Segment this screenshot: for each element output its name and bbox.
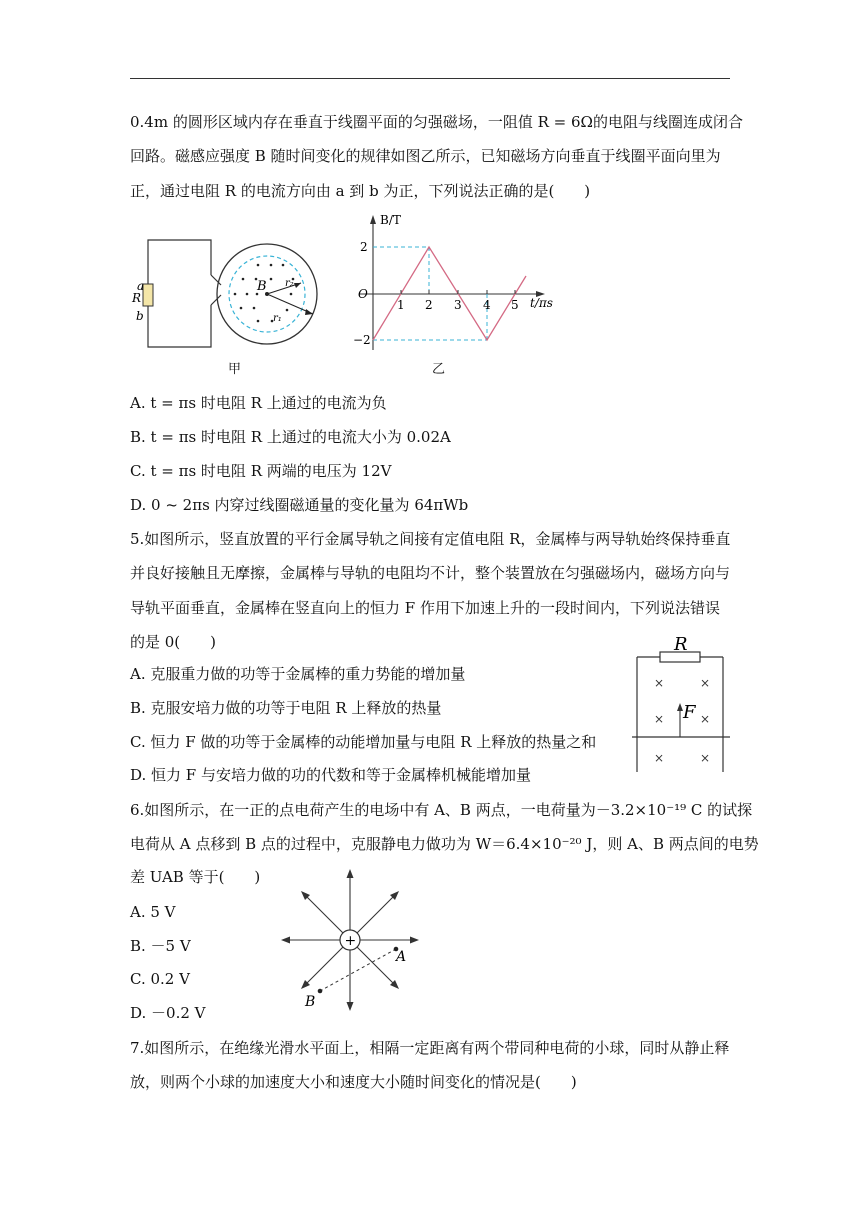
figure-yi-B-t-graph	[350, 210, 590, 355]
y-tick-2: 2	[360, 240, 368, 254]
x-tick-2: 2	[425, 298, 433, 312]
q4-option-c: C. t = πs 时电阻 R 两端的电压为 12V	[130, 462, 392, 480]
q6-option-d: D. －0.2 V	[130, 1004, 206, 1022]
y-tick-neg-2: −2	[353, 333, 371, 347]
q6-line-1: 6.如图所示，在一正的点电荷产生的电场中有 A、B 两点，一电荷量为－3.2×10⁻¹⁹ C 的试探	[130, 801, 753, 819]
label-a: a	[137, 279, 145, 293]
label-r1: r₁	[273, 313, 282, 324]
q5-option-d: D. 恒力 F 与安培力做的功的代数和等于金属棒机械能增加量	[130, 766, 531, 784]
figure-jia-coil-circuit	[125, 228, 340, 353]
q5-line-3: 导轨平面垂直，金属棒在竖直向上的恒力 F 作用下加速上升的一段时间内，下列说法错误	[130, 599, 720, 617]
q5-option-a: A. 克服重力做的功等于金属棒的重力势能的增加量	[130, 665, 466, 683]
field-cross: ×	[654, 676, 665, 690]
header-rule	[130, 78, 730, 79]
q5-line-2: 并良好接触且无摩擦，金属棒与导轨的电阻均不计，整个装置放在匀强磁场内，磁场方向与	[130, 564, 731, 582]
q6-option-c: C. 0.2 V	[130, 970, 190, 988]
label-R: R	[132, 291, 142, 305]
q7-line-2: 放，则两个小球的加速度大小和速度大小随时间变化的情况是( )	[130, 1073, 577, 1091]
positive-charge-sign: +	[344, 933, 357, 949]
label-r2: r₂	[285, 278, 294, 289]
field-cross: ×	[654, 751, 665, 765]
q4-option-b: B. t = πs 时电阻 R 上通过的电流大小为 0.02A	[130, 428, 451, 446]
caption-jia: 甲	[228, 362, 242, 377]
field-cross: ×	[700, 751, 711, 765]
x-tick-4: 4	[483, 298, 491, 312]
q5-line-1: 5.如图所示，竖直放置的平行金属导轨之间接有定值电阻 R，金属棒与两导轨始终保持垂直	[130, 530, 731, 548]
q6-option-b: B. －5 V	[130, 937, 191, 955]
q4-option-a: A. t = πs 时电阻 R 上通过的电流为负	[130, 394, 387, 412]
x-axis-label: t/πs	[530, 296, 553, 310]
q5-option-c: C. 恒力 F 做的功等于金属棒的动能增加量与电阻 R 上释放的热量之和	[130, 733, 597, 751]
x-tick-3: 3	[454, 298, 462, 312]
figure-q6-point-charge-field	[278, 866, 426, 1014]
q4-line-3: 正，通过电阻 R 的电流方向由 a 到 b 为正，下列说法正确的是( )	[130, 182, 591, 200]
q4-option-d: D. 0 ~ 2πs 内穿过线圈磁通量的变化量为 64πWb	[130, 496, 469, 514]
label-B-field: B	[257, 279, 267, 294]
q7-line-1: 7.如图所示，在绝缘光滑水平面上，相隔一定距离有两个带同种电荷的小球，同时从静止释	[130, 1039, 730, 1057]
point-A-label: A	[396, 949, 407, 965]
field-cross: ×	[700, 676, 711, 690]
q6-option-a: A. 5 V	[130, 903, 176, 921]
q4-line-2: 回路。磁感应强度 B 随时间变化的规律如图乙所示，已知磁场方向垂直于线圈平面向里为	[130, 147, 721, 165]
q5-line-4: 的是 0( )	[130, 633, 217, 651]
field-cross: ×	[654, 712, 665, 726]
y-axis-label: B/T	[380, 213, 401, 227]
label-b: b	[136, 309, 144, 323]
q4-line-1: 0.4m 的圆形区域内存在垂直于线圈平面的匀强磁场，一阻值 R = 6Ω的电阻与线圈连成闭合	[130, 113, 743, 131]
x-tick-1: 1	[397, 298, 405, 312]
caption-yi: 乙	[432, 362, 446, 377]
q5-label-F: F	[683, 702, 696, 723]
origin-label: O	[358, 287, 368, 301]
q6-line-2: 电荷从 A 点移到 B 点的过程中，克服静电力做功为 W＝6.4×10⁻²⁰ J，则 A、B 两点间的电势	[130, 835, 759, 853]
q6-line-3: 差 UAB 等于( )	[130, 868, 261, 886]
field-cross: ×	[700, 712, 711, 726]
q5-label-R: R	[674, 634, 688, 655]
x-tick-5: 5	[511, 298, 519, 312]
figure-q5-rail-rod	[630, 632, 730, 774]
point-B-label: B	[305, 994, 316, 1010]
q5-option-b: B. 克服安培力做的功等于电阻 R 上释放的热量	[130, 699, 442, 717]
